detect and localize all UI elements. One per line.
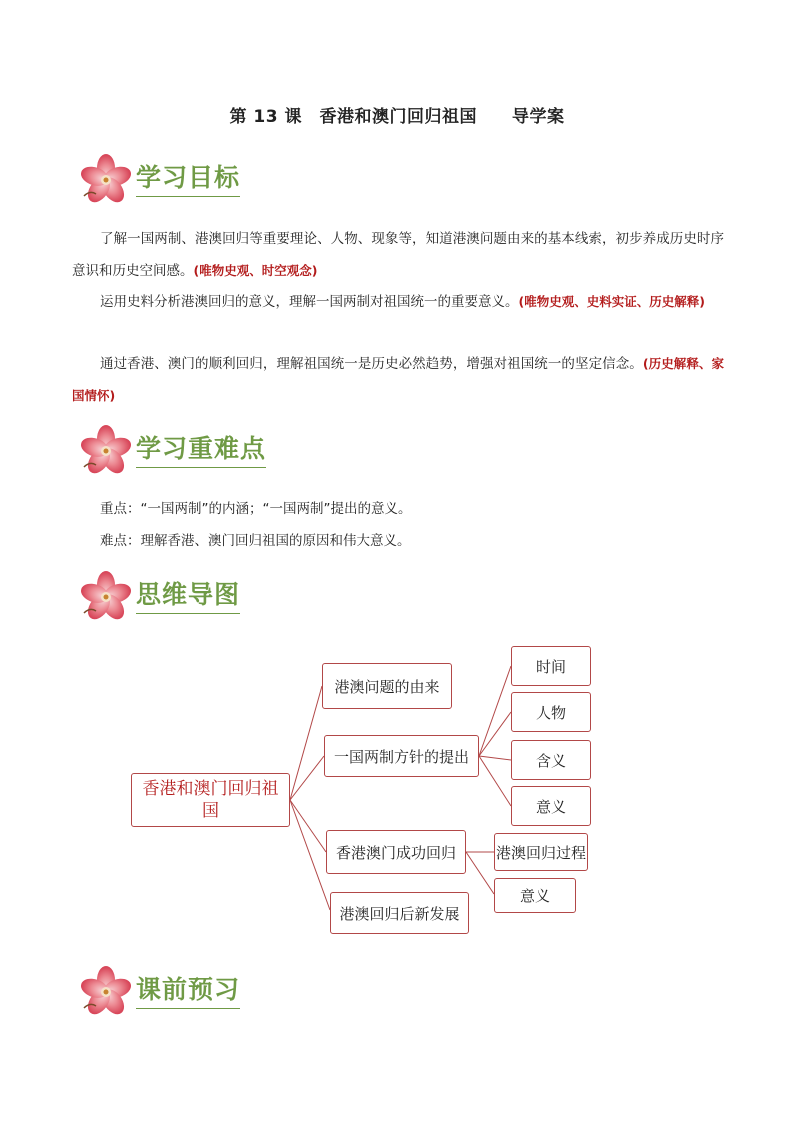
mind-map-leaf-significance: 意义	[511, 786, 591, 826]
page-title: 第 13 课 香港和澳门回归祖国 导学案	[229, 107, 565, 127]
mind-map-branch-origin: 港澳问题的由来	[322, 663, 452, 709]
mind-map-leaf-return-significance: 意义	[494, 878, 576, 913]
objective-tag: (历史解释、家国情怀)	[72, 356, 725, 403]
objective-text: 运用史料分析港澳回归的意义，理解一国两制对祖国统一的重要意义。	[100, 294, 519, 310]
key-point-difficulty: 难点：理解香港、澳门回归祖国的原因和伟大意义。	[100, 533, 411, 549]
mind-map-root: 香港和澳门回归祖国	[131, 773, 290, 827]
mind-map-leaf-return-process: 港澳回归过程	[494, 833, 588, 871]
mind-map-branch-development: 港澳回归后新发展	[330, 892, 469, 934]
objective-tag: (唯物史观、史料实证、历史解释)	[518, 294, 705, 309]
mind-map-leaf-person: 人物	[511, 692, 591, 732]
section-title-mind-map: 思维导图	[136, 575, 240, 614]
mind-map-branch-return: 香港澳门成功回归	[326, 830, 466, 874]
objective-text: 通过香港、澳门的顺利回归，理解祖国统一是历史必然趋势，增强对祖国统一的坚定信念。	[100, 356, 643, 372]
section-title-objectives: 学习目标	[136, 158, 240, 197]
key-point-focus: 重点：“一国两制”的内涵；“一国两制”提出的意义。	[100, 501, 412, 517]
mind-map-branch-policy: 一国两制方针的提出	[324, 735, 479, 777]
mind-map-leaf-time: 时间	[511, 646, 591, 686]
objective-tag: (唯物史观、时空观念)	[193, 263, 318, 278]
objective-text: 了解一国两制、港澳回归等重要理论、人物、现象等，知道港澳问题由来的基本线索，初步养成历史时序意识和历史空间感。	[72, 231, 724, 279]
mind-map-leaf-meaning: 含义	[511, 740, 591, 780]
section-title-preview: 课前预习	[136, 970, 240, 1009]
flower-icon	[78, 964, 134, 1016]
section-title-key-points: 学习重难点	[136, 429, 266, 468]
